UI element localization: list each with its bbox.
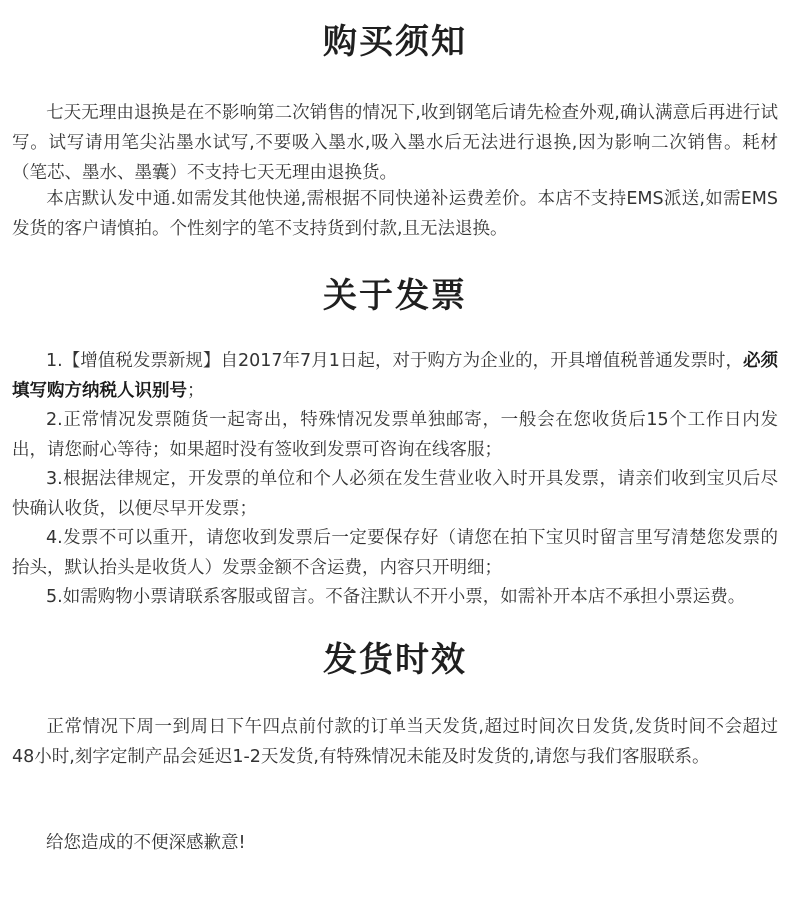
shipping-courier-paragraph	[12, 184, 778, 244]
invoice-item-4	[12, 523, 778, 583]
shipping-courier-text: 本店默认发中通.如需发其他快递,需根据不同快递补运费差价。本店不支持EMS派送,如需EMS发货的客户请慎拍。个性刻字的笔不支持货到付款,且无法退换。	[12, 189, 778, 239]
shipping-time-paragraph	[12, 712, 778, 772]
return-policy-paragraph	[12, 98, 778, 188]
shipping-time-text: 正常情况下周一到周日下午四点前付款的订单当天发货,超过时间次日发货,发货时间不会超过48小时,刻字定制产品会延迟1-2天发货,有特殊情况未能及时发货的,请您与我们客服联系。	[12, 717, 778, 767]
apology-paragraph	[12, 828, 778, 858]
invoice-item-1	[12, 346, 778, 406]
invoice-item-5-text: 5.如需购物小票请联系客服或留言。不备注默认不开小票，如需补开本店不承担小票运费。	[46, 587, 746, 607]
invoice-item-2-text: 2.正常情况发票随货一起寄出，特殊情况发票单独邮寄，一般会在您收货后15个工作日内发出，请您耐心等待；如果超时没有签收到发票可咨询在线客服；	[12, 410, 778, 460]
invoice-item-4-text: 4.发票不可以重开，请您收到发票后一定要保存好（请您在拍下宝贝时留言里写清楚您发票的抬头，默认抬头是收货人）发票金额不含运费，内容只开明细；	[12, 528, 778, 578]
invoice-item-5	[12, 582, 778, 612]
section-title-purchase-notice: 购买须知	[323, 22, 467, 62]
invoice-item-1-emphasis: 必须填写购方纳税人识别号	[12, 351, 779, 401]
invoice-item-3	[12, 464, 778, 524]
apology-text: 给您造成的不便深感歉意!	[46, 833, 246, 853]
invoice-item-1-end: ；	[187, 381, 205, 401]
section-title-shipping-time: 发货时效	[323, 640, 467, 680]
invoice-item-1-text: 1.【增值税发票新规】自2017年7月1日起，对于购方为企业的，开具增值税普通发票时，	[46, 351, 743, 371]
return-policy-text: 七天无理由退换是在不影响第二次销售的情况下,收到钢笔后请先检查外观,确认满意后再进行试写。试写请用笔尖沾墨水试写,不要吸入墨水,吸入墨水后无法进行退换,因为影响二次销售。耗材（笔芯、墨水、墨囊）不支持七天无理由退换货。	[12, 103, 778, 183]
invoice-item-3-text: 3.根据法律规定，开发票的单位和个人必须在发生营业收入时开具发票，请亲们收到宝贝后尽快确认收货，以便尽早开发票；	[12, 469, 778, 519]
section-title-invoice: 关于发票	[323, 276, 467, 316]
invoice-item-2	[12, 405, 778, 465]
